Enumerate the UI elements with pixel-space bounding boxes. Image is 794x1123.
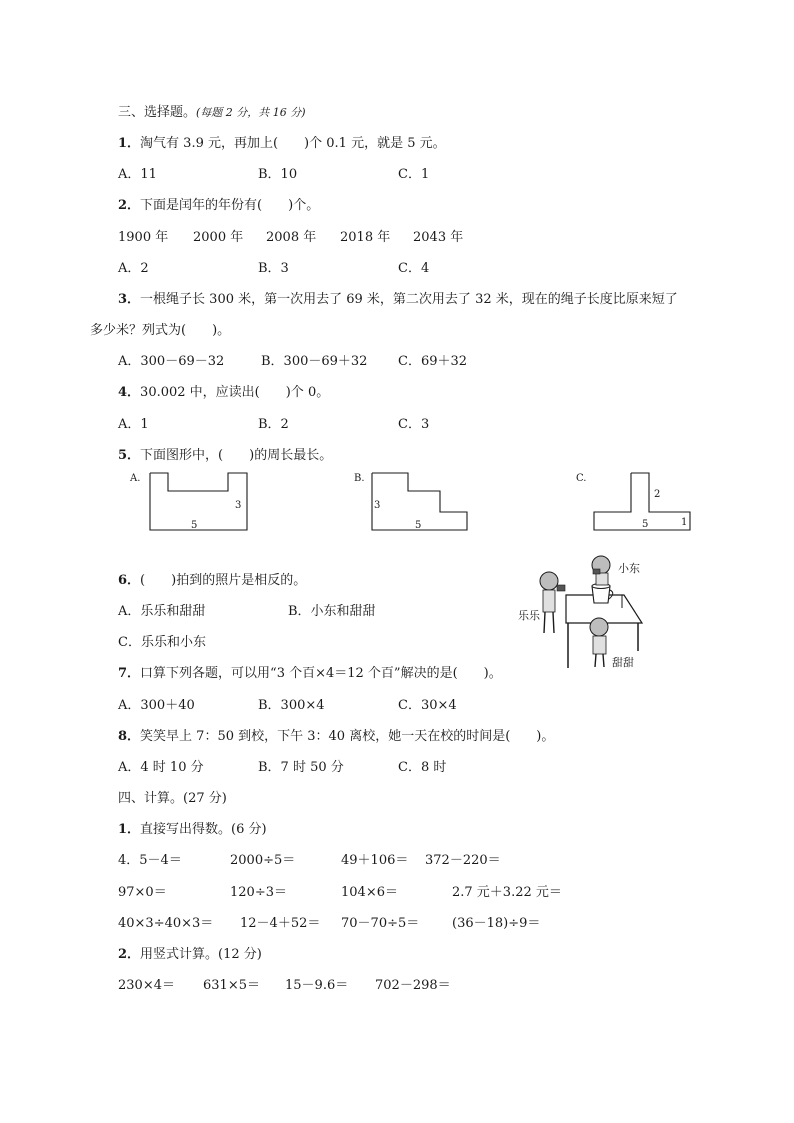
question-8-number: 8．	[118, 729, 141, 744]
question-8-option-a: A．4 时 10 分	[118, 760, 204, 775]
question-1-option-c: C．1	[398, 167, 430, 182]
figure-c-label: C.	[576, 473, 587, 484]
question-3-option-a: A．300－69－32	[118, 354, 225, 369]
child-xiaodong-icon	[592, 556, 610, 585]
question-7-option-b: B．300×4	[258, 698, 325, 713]
child-lele-icon	[540, 572, 565, 633]
calc-item: 104×6＝	[341, 885, 398, 900]
calc-item: 230×4＝	[118, 978, 175, 993]
question-5-text: 下面图形中，( )的周长最长。	[140, 448, 333, 463]
question-4	[118, 384, 329, 402]
question-4-option-b: B．2	[258, 417, 289, 432]
calc-2-number: 2．	[118, 947, 141, 962]
calc-item: 702－298＝	[375, 978, 451, 993]
question-1	[118, 135, 446, 153]
figure-a-shape	[150, 473, 247, 530]
question-4-number: 4．	[118, 385, 141, 400]
question-8-text: 笑笑早上 7：50 到校，下午 3：40 离校，她一天在校的时间是( )。	[140, 729, 555, 744]
question-3-option-c: C．69＋32	[398, 354, 468, 369]
question-6-option-c: C．乐乐和小东	[118, 635, 206, 650]
section-4-heading: 四、计算。(27 分)	[118, 791, 227, 806]
question-3-number: 3．	[118, 292, 141, 307]
question-6	[118, 572, 306, 590]
question-2-option-c: C．4	[398, 261, 430, 276]
question-4-text: 30.002 中，应读出( )个 0。	[140, 385, 330, 400]
calc-1-number: 1．	[118, 822, 141, 837]
figure-a-label: A.	[130, 473, 141, 484]
calc-item: 15－9.6＝	[285, 978, 349, 993]
question-8-option-c: C．8 时	[398, 760, 447, 775]
calc-item: 631×5＝	[203, 978, 260, 993]
calc-item: 2000÷5＝	[230, 853, 296, 868]
scene-label-tiantian: 甜甜	[612, 656, 634, 669]
question-2-option-b: B．3	[258, 261, 289, 276]
scene-label-lele: 乐乐	[518, 609, 540, 622]
question-5	[118, 447, 332, 465]
section-3-note: (每题 2 分，共 16 分)	[196, 106, 306, 119]
calc-2	[118, 946, 262, 964]
question-3-option-b: B．300－69＋32	[261, 354, 368, 369]
section-3-title: 三、选择题。	[118, 105, 197, 120]
year-2008: 2008 年	[266, 230, 317, 245]
question-3	[118, 291, 678, 309]
figure-c-bottom-length: 5	[642, 519, 649, 530]
calc-item: 12－4＋52＝	[240, 916, 321, 931]
calc-1	[118, 821, 267, 839]
question-8	[118, 728, 554, 746]
question-1-number: 1．	[118, 136, 141, 151]
year-2043: 2043 年	[413, 230, 464, 245]
figure-c	[574, 468, 696, 534]
question-3-text-continued: 多少米？列式为( )。	[90, 323, 231, 338]
question-6-number: 6．	[118, 573, 141, 588]
calc-item: 70－70÷5＝	[341, 916, 420, 931]
question-1-option-b: B．10	[258, 167, 298, 182]
question-2-option-a: A．2	[118, 261, 149, 276]
child-tiantian-icon	[590, 618, 608, 667]
calc-item: 97×0＝	[118, 885, 167, 900]
figure-b-side-length: 3	[374, 500, 381, 511]
cup-icon	[592, 584, 613, 604]
figure-b	[352, 468, 472, 534]
question-7-option-c: C．30×4	[398, 698, 457, 713]
calc-item: 4．5－4＝	[118, 853, 182, 868]
question-7	[118, 665, 502, 683]
question-3-text: 一根绳子长 300 米，第一次用去了 69 米，第二次用去了 32 米，现在的绳子长度比原来短了	[140, 292, 678, 307]
question-1-option-a: A．11	[118, 167, 157, 182]
question-7-text: 口算下列各题，可以用“3 个百×4＝12 个百”解决的是( )。	[140, 666, 502, 681]
calc-1-text: 直接写出得数。(6 分)	[140, 822, 267, 837]
figure-c-side-length: 2	[654, 489, 661, 500]
year-2018: 2018 年	[340, 230, 391, 245]
question-4-option-a: A．1	[118, 417, 149, 432]
calc-2-text: 用竖式计算。(12 分)	[140, 947, 262, 962]
figure-b-label: B.	[354, 473, 365, 484]
year-2000: 2000 年	[193, 230, 244, 245]
calc-item: 40×3÷40×3＝	[118, 916, 214, 931]
photo-scene-illustration	[514, 553, 674, 673]
calc-item: 372－220＝	[425, 853, 501, 868]
calc-item: 2.7 元＋3.22 元＝	[452, 885, 562, 900]
figure-c-right-length: 1	[681, 517, 688, 528]
scene-label-xiaodong: 小东	[618, 562, 640, 575]
question-2	[118, 197, 319, 215]
question-2-number: 2．	[118, 198, 141, 213]
question-6-option-a: A．乐乐和甜甜	[118, 604, 206, 619]
question-6-option-b: B．小东和甜甜	[288, 604, 376, 619]
question-5-number: 5．	[118, 448, 141, 463]
calc-item: (36－18)÷9＝	[452, 916, 541, 931]
question-7-number: 7．	[118, 666, 141, 681]
figure-a-side-length: 3	[235, 500, 242, 511]
question-8-option-b: B．7 时 50 分	[258, 760, 344, 775]
calc-item: 49＋106＝	[341, 853, 409, 868]
figure-a	[128, 468, 258, 534]
section-3-heading	[118, 104, 306, 122]
figure-a-bottom-length: 5	[191, 520, 198, 531]
question-2-text: 下面是闰年的年份有( )个。	[140, 198, 320, 213]
question-7-option-a: A．300＋40	[118, 698, 195, 713]
figure-b-bottom-length: 5	[415, 520, 422, 531]
year-1900: 1900 年	[118, 230, 169, 245]
calc-item: 120÷3＝	[230, 885, 287, 900]
question-1-text: 淘气有 3.9 元，再加上( )个 0.1 元，就是 5 元。	[140, 136, 446, 151]
question-4-option-c: C．3	[398, 417, 430, 432]
question-6-text: ( )拍到的照片是相反的。	[140, 573, 307, 588]
